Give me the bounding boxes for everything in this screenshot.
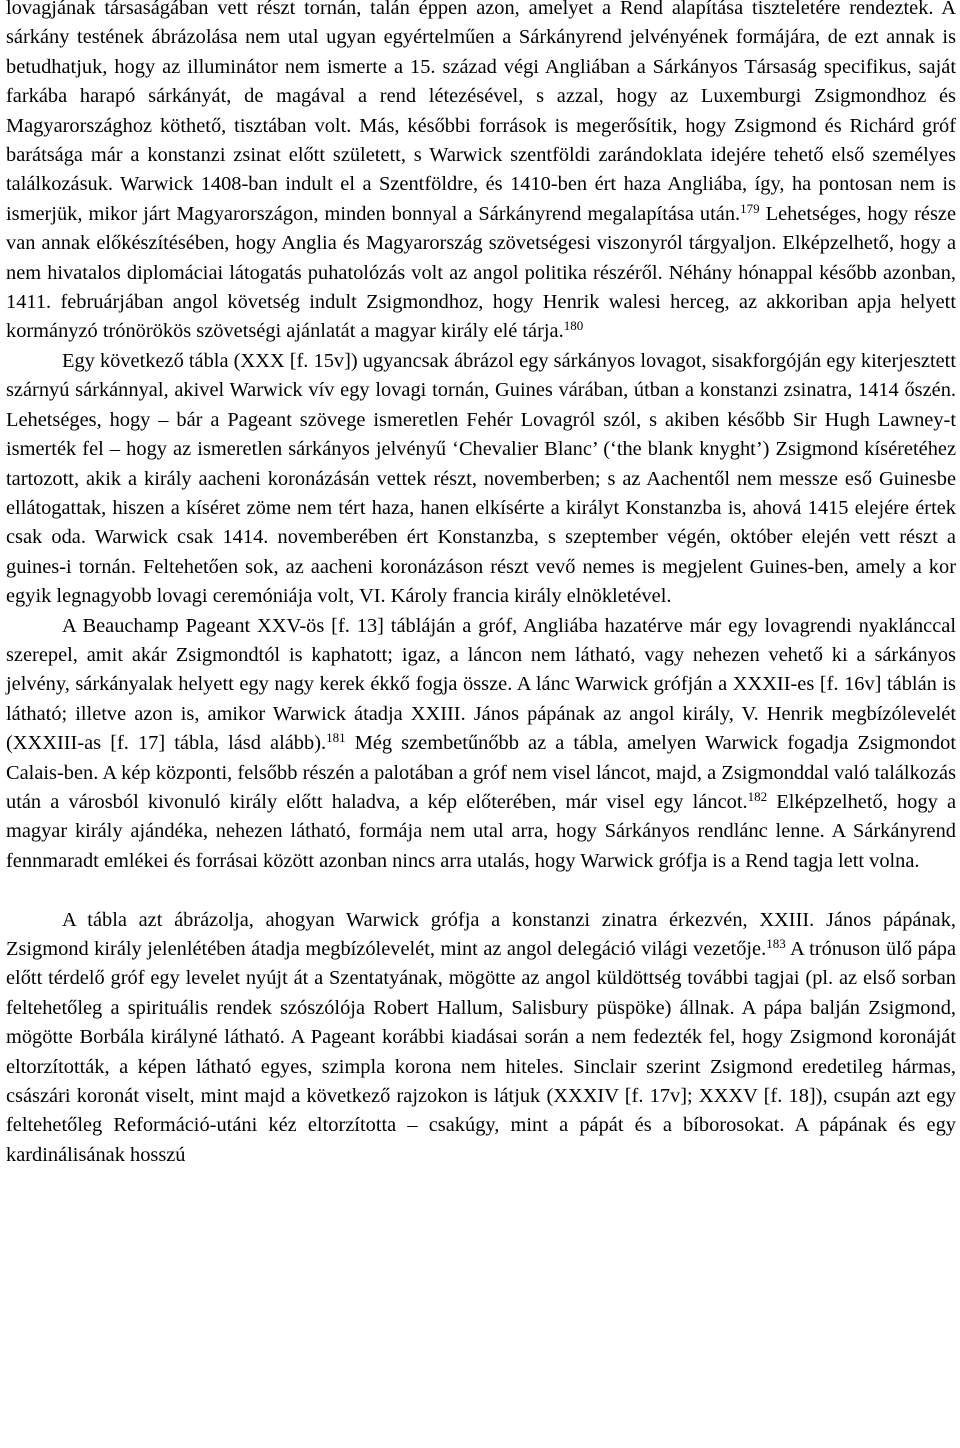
footnote-ref-183[interactable]: 183 — [766, 935, 786, 951]
paragraph-1-text-a: lovagjának társaságában vett részt tornán, talán éppen azon, amelyet a Rend alapítása tiszteletére rendeztek. A sárkány testének ábrázolása nem utal ugyan egyértelműen a Sárkányrend jelvényének formájára, de ezt annak is betudhatjuk, hogy az illuminátor nem ismerte a 15. század végi Angliában a Sárkányos Társaság specifikus, saját farkába harapó sárkányát, de magával a rend létezésével, s azzal, hogy az Luxemburgi Zsigmondhoz és Magyarországhoz köthető, tisztában volt. Más, későbbi források is megerősítik, hogy Zsigmond és Richárd gróf barátsága már a konstanzi zsinat előtt született, s Warwick szentföldi zarándoklata idejére tehető első személyes találkozásuk. Warwick 1408-ban indult el a Szentföldre, és 1410-ben ért haza Angliába, így, ha pontosan nem is ismerjük, mikor járt Magyarországon, minden bonnyal a Sárkányrend megalapítása után. — [6, 0, 956, 225]
paragraph-3 — [6, 612, 956, 877]
section-spacer — [6, 876, 956, 905]
paragraph-4-text-b: A trónuson ülő pápa előtt térdelő gróf egy levelet nyújt át a Szentatyának, mögötte az angol küldöttség további tagjai (pl. az első sorban feltehetőleg a spirituális rendek szószólója Robert Hallum, Salisbury püspöke) állnak. A pápa balján Zsigmond, mögötte Borbála királyné látható. A Pageant korábbi kiadásai során a nem fedezték fel, hogy Zsigmond koronáját eltorzították, a képen látható egyes, szimpla korona nem hiteles. Sinclair szerint Zsigmond eredetileg hármas, császári koronát viselt, mint majd a következő rajzokon is látjuk (XXXIV [f. 17v]; XXXV [f. 18]), csupán azt egy feltehetőleg Reformáció-utáni kéz eltorzította – csakúgy, mint a pápát és a bíborosokat. A pápának és egy kardinálisának hosszú — [6, 937, 956, 1166]
footnote-ref-180[interactable]: 180 — [563, 318, 584, 334]
paragraph-4-text-a: A tábla azt ábrázolja, ahogyan Warwick grófja a konstanzi zinatra érkezvén, XXIII. János pápának, Zsigmond király jelenlétében átadja megbízólevelét, mint az angol delegáció világi vezetője. — [6, 908, 956, 960]
footnote-ref-182[interactable]: 182 — [747, 788, 768, 804]
footnote-ref-179[interactable]: 179 — [740, 200, 760, 216]
paragraph-2-text: Egy következő tábla (XXX [f. 15v]) ugyancsak ábrázol egy sárkányos lovagot, sisakforgóján egy kiterjesztett szárnyú sárkánnyal, akivel Warwick vív egy lovagi tornán, Guines várában, útban a konstanzi zsinatra, 1414 őszén. Lehetséges, hogy – bár a Pageant szövege ismeretlen Fehér Lovagról szól, s akiben később Sir Hugh Lawney-t ismerték fel – hogy az ismeretlen sárkányos jelvényű ‘Chevalier Blanc’ (‘the blank knyght’) Zsigmond kíséretéhez tartozott, akik a király aacheni koronázásán vettek részt, novemberben; s az Aachentől nem messze eső Guinesbe ellátogattak, hiszen a kíséret zöme nem tért haza, hanen elkísérte a királyt Konstanzba is, ahová 1415 elejére értek csak oda. Warwick csak 1414. novemberében ért Konstanzba, s szeptember végén, október elején vett részt a guines-i tornán. Feltehetően sok, az aacheni koronázáson részt vevő nemes is megjelent Guines-ben, amely a kor egyik legnagyobb lovagi ceremóniája volt, VI. Károly francia király elnökletével. — [6, 349, 956, 608]
paragraph-2 — [6, 347, 956, 612]
paragraph-1 — [6, 0, 956, 347]
document-page — [6, 0, 956, 1170]
paragraph-4 — [6, 906, 956, 1171]
paragraph-3-text-a: A Beauchamp Pageant XXV-ös [f. 13] tábláján a gróf, Angliába hazatérve már egy lovagrendi nyaklánccal szerepel, amit akár Zsigmondtól is kaphatott; igaz, a láncon nem látható, vagy nehezen vehető ki a sárkányos jelvény, sárkányalak helyett egy nagy kerek ékkő fogja össze. A lánc Warwick grófján a XXXII-es [f. 16v] táblán is látható; illetve azon is, amikor Warwick átadja XXIII. János pápának az angol király, V. Henrik megbízólevelét (XXXIII-as [f. 17] tábla, lásd alább). — [6, 614, 956, 755]
paragraph-3-text-c: Elképzelhető, hogy a magyar király ajándéka, nehezen látható, formája nem utal arra, hogy Sárkányos rendlánc lenne. A Sárkányrend fennmaradt emlékei és forrásai között azonban nincs arra utalás, hogy Warwick grófja is a Rend tagja lett volna. — [6, 790, 956, 872]
paragraph-1-text-b: Lehetséges, hogy része van annak előkészítésében, hogy Anglia és Magyarország szövetségesi viszonyról tárgyaljon. Elképzelhető, hogy a nem hivatalos diplomáciai látogatás puhatolózás volt az angol politika részéről. Néhány hónappal később azonban, 1411. februárjában angol követség indult Zsigmondhoz, hogy Henrik walesi herceg, az akkoriban apja helyett kormányzó trónörökös szövetségi ajánlatát a magyar király elé tárja. — [6, 202, 956, 343]
footnote-ref-181[interactable]: 181 — [326, 730, 346, 746]
paragraph-3-text-b: Még szembetűnőbb az a tábla, amelyen Warwick fogadja Zsigmondot Calais-ben. A kép központi, felsőbb részén a palotában a gróf nem visel láncot, majd, a Zsigmonddal való találkozás után a városból kivonuló király előtt haladva, a kép előterében, már visel egy láncot. — [6, 732, 957, 813]
